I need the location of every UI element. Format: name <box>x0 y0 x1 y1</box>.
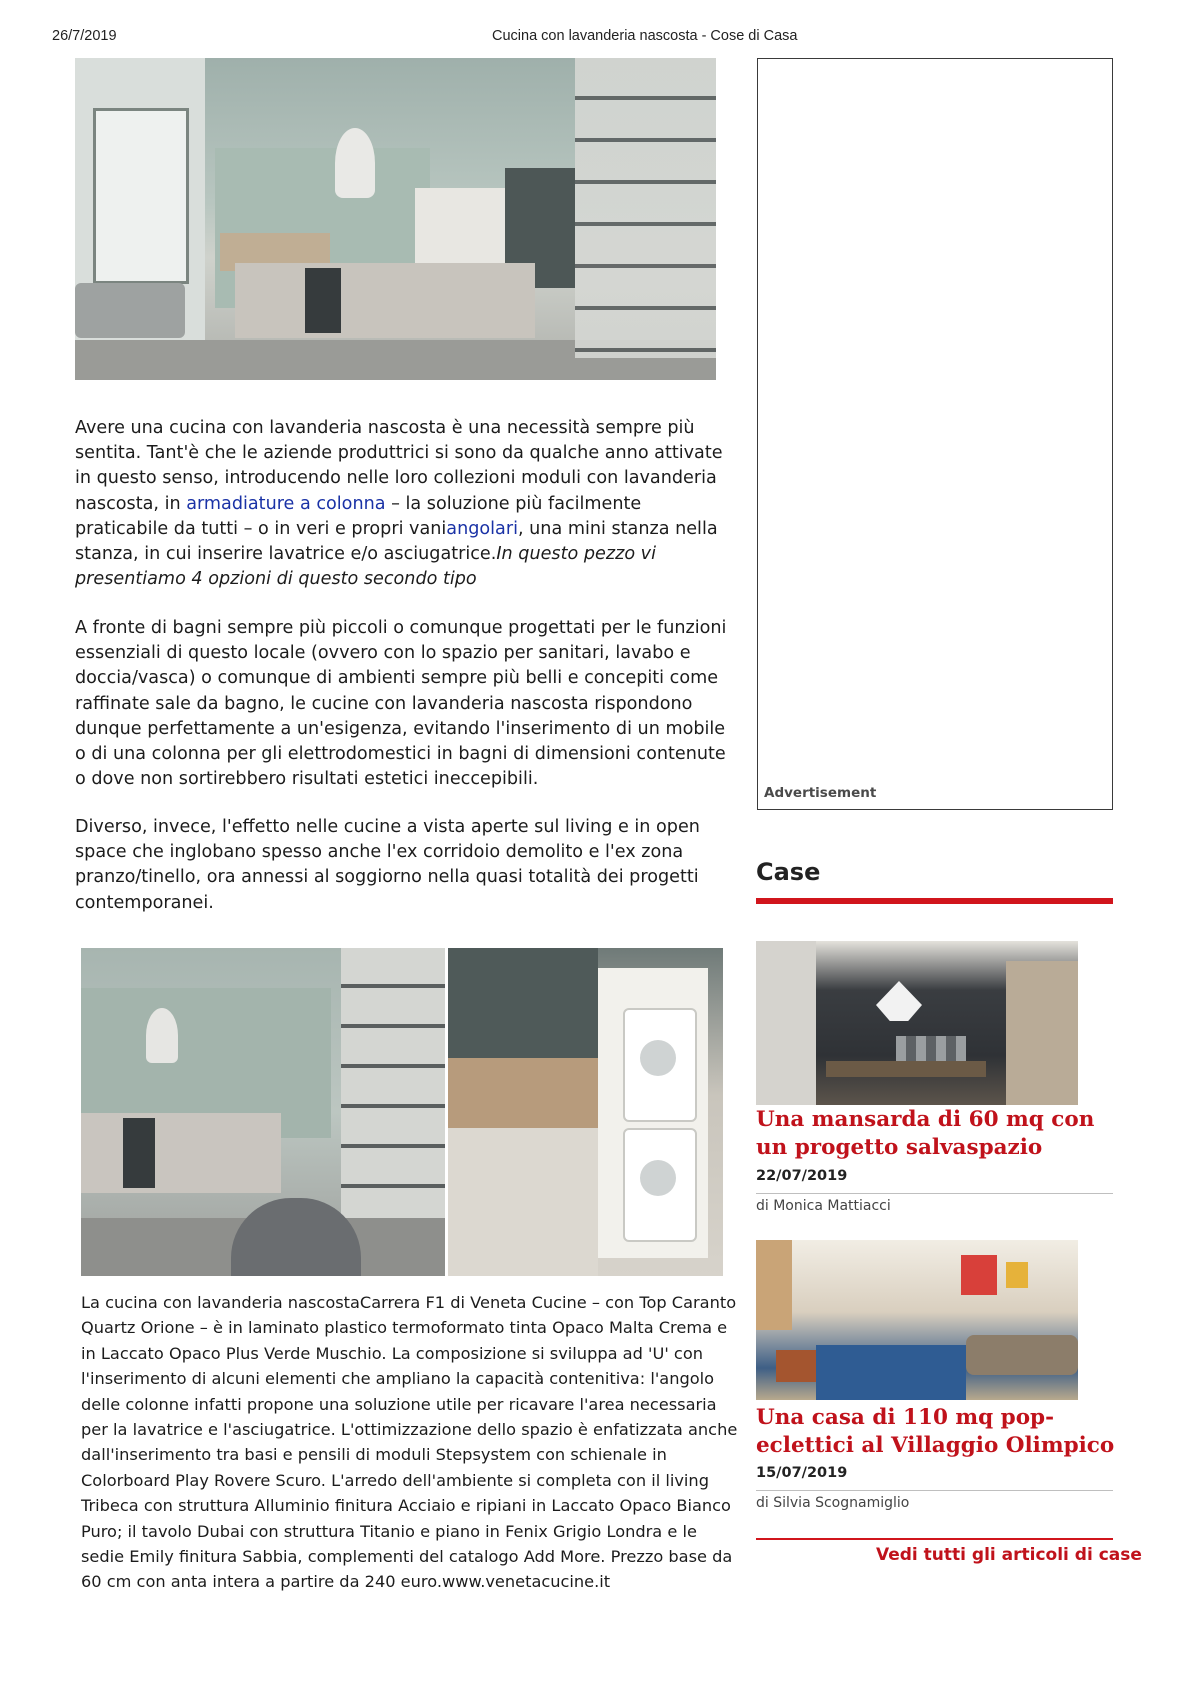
link-angolari[interactable]: angolari <box>446 518 518 539</box>
article-author: di Silvia Scognamiglio <box>756 1495 910 1511</box>
paragraph-text: Avere una cucina con lavanderia nascosta è una necessità sempre più sentita. Tant'è che le aziende produttrici si sono da qualche anno attivate in questo senso, introducendo nelle loro collezioni moduli con lavanderia nascosta, in <box>75 418 723 514</box>
paragraph-text: – la soluzione più facilmente praticabile da tutti – o in veri e propri vani <box>75 493 642 539</box>
article-title-mansarda[interactable]: Una mansarda di 60 mq con un progetto salvaspazio <box>756 1107 1095 1160</box>
paragraph-text: , una mini stanza nella stanza, in cui inserire lavatrice e/o asciugatrice. <box>75 518 718 565</box>
kitchen-hero-image <box>75 58 716 380</box>
link-armadiature-a-colonna[interactable]: armadiature a colonna <box>186 493 386 514</box>
image-caption: La cucina con lavanderia nascostaCarrera F1 di Veneta Cucine – con Top Caranto Quartz Orione – è in laminato plastico termoformato tinta Opaco Malta Crema e in Laccato Opaco Plus Verde Muschio. La composizione si sviluppa ad 'U' con l'inserimento di alcuni elementi che ampliano la capacità contenitiva: l'angolo delle colonne infatti propone una soluzione utile per ricavare l'area necessaria per la lavatrice e l'asciugatrice. L'ottimizzazione dello spazio è enfatizzata anche dall'inserimento tra basi e pensili di moduli Stepsystem con schienale in Colorboard Play Rovere Scuro. L'arredo dell'ambiente si completa con il living Tribeca con struttura Alluminio finitura Acciaio e ripiani in Laccato Opaco Bianco Puro; il tavolo Dubai con struttura Titanio e piano in Fenix Grigio Londra e le sedie Emily finitura Sabbia, complementi del catalogo Add More. Prezzo base da 60 cm con anta intera a partire da 240 euro.www.venetacucine.it <box>81 1293 738 1592</box>
laundry-corner-image <box>448 948 723 1276</box>
article-paragraph-2: A fronte di bagni sempre più piccoli o comunque progettati per le funzioni essenziali di questo locale (ovvero con lo spazio per sanitari, lavabo e doccia/vasca) o comunque di ambienti sempre più belli e concepiti come raffinate sale da bagno, le cucine con lavanderia nascosta rispondono dunque perfettamente a un'esigenza, evitando l'inserimento di un mobile o di una colonna per gli elettrodomestici in bagni di dimensioni contenute o dove non sortirebbero risultati estetici ineccepibili. <box>75 618 727 790</box>
paragraph-italic-text: In questo pezzo vi presentiamo 4 opzioni di questo secondo tipo <box>75 544 656 590</box>
article-date: 22/07/2019 <box>756 1168 848 1184</box>
article-divider <box>756 1193 1113 1194</box>
kitchen-living-image <box>81 948 445 1276</box>
article-paragraph-3: Diverso, invece, l'effetto nelle cucine a vista aperte sul living e in open space che inglobano spesso anche l'ex corridoio demolito e l'ex zona pranzo/tinello, ora annessi al soggiorno nella quasi totalità dei progetti contemporanei. <box>75 817 700 913</box>
article-title-casa-villaggio-olimpico[interactable]: Una casa di 110 mq pop-eclettici al Villaggio Olimpico <box>756 1405 1115 1458</box>
article-divider <box>756 1490 1113 1491</box>
article-date: 15/07/2019 <box>756 1465 848 1481</box>
mansarda-thumbnail[interactable] <box>756 941 1078 1105</box>
advertisement-label: Advertisement <box>764 785 877 801</box>
see-all-case-link[interactable]: Vedi tutti gli articoli di case <box>876 1545 1142 1565</box>
article-paragraph-1 <box>75 416 735 592</box>
page-title: Cucina con lavanderia nascosta - Cose di Casa <box>492 28 798 44</box>
advertisement-box <box>757 58 1113 810</box>
print-date: 26/7/2019 <box>52 28 117 44</box>
section-end-divider <box>756 1538 1113 1540</box>
section-title-case[interactable]: Case <box>756 858 821 886</box>
casa-villaggio-olimpico-thumbnail[interactable] <box>756 1240 1078 1400</box>
section-divider <box>756 898 1113 904</box>
article-author: di Monica Mattiacci <box>756 1198 891 1214</box>
